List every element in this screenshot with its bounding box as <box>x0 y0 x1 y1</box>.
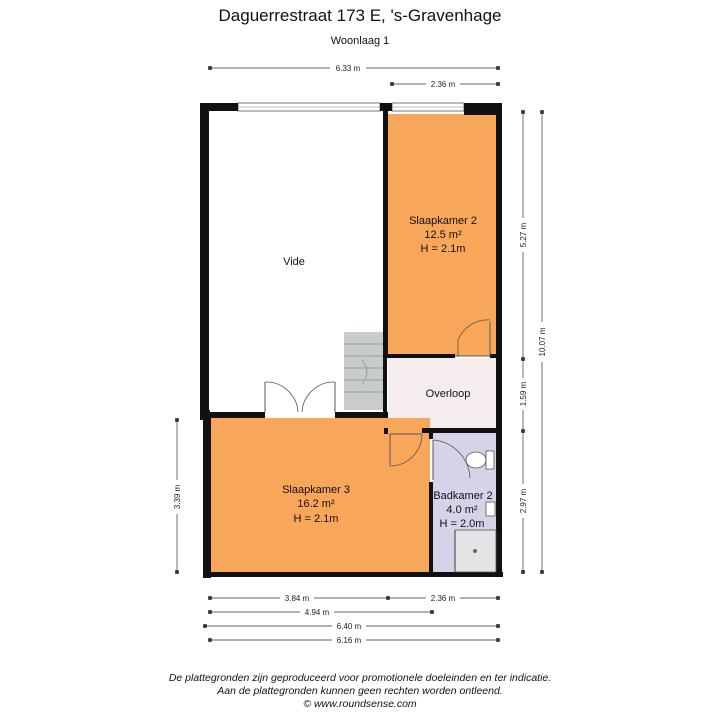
dim-bottom-494: 4.94 m <box>304 608 330 617</box>
disclaimer <box>0 672 720 711</box>
slaapkamer-2-height: H = 2.1m <box>420 243 466 255</box>
dim-right-total: 10.07 m <box>538 327 547 357</box>
slaapkamer-2-area: 12.5 m² <box>424 229 462 241</box>
room-slaapkamer-3 <box>210 418 430 574</box>
dim-right-middle: 1.59 m <box>519 381 528 407</box>
dim-right-upper: 5.27 m <box>519 222 528 248</box>
dim-top-total: 6.33 m <box>335 64 361 73</box>
floor-level-label: Woonlaag 1 <box>330 35 390 47</box>
window-top-vide <box>238 103 380 111</box>
sink-icon <box>486 502 495 516</box>
dim-left: 3.39 m <box>173 484 182 510</box>
dim-bottom-right: 2.36 m <box>430 594 456 603</box>
window-top-slaapkamer-2 <box>392 103 464 111</box>
dim-top-right: 2.36 m <box>430 80 456 89</box>
slaapkamer-2-name: Slaapkamer 2 <box>409 215 477 227</box>
shower-icon <box>455 530 496 572</box>
dim-bottom-616: 6.16 m <box>336 636 362 645</box>
dim-bottom-left: 3.84 m <box>284 594 310 603</box>
slaapkamer-3-name: Slaapkamer 3 <box>282 484 350 496</box>
toilet-icon <box>466 451 494 469</box>
staircase <box>344 332 386 410</box>
disclaimer-line-2: Aan de plattegronden kunnen geen rechten worden ontleend. <box>217 685 503 697</box>
dim-bottom-640: 6.40 m <box>336 622 362 631</box>
page-title: Daguerrestraat 173 E, 's-Gravenhage <box>218 6 502 25</box>
badkamer-2-area: 4.0 m² <box>446 504 478 516</box>
slaapkamer-3-area: 16.2 m² <box>297 498 335 510</box>
badkamer-2-name: Badkamer 2 <box>433 490 493 502</box>
disclaimer-line-1: De plattegronden zijn geproduceerd voor promotionele doeleinden en ter indicatie. <box>168 672 552 684</box>
badkamer-2-height: H = 2.0m <box>439 518 485 530</box>
copyright: © www.roundsense.com <box>303 698 417 710</box>
vide-label: Vide <box>283 256 305 268</box>
slaapkamer-3-height: H = 2.1m <box>293 513 339 525</box>
dim-right-lower: 2.97 m <box>519 488 528 514</box>
overloop-label: Overloop <box>425 388 471 400</box>
